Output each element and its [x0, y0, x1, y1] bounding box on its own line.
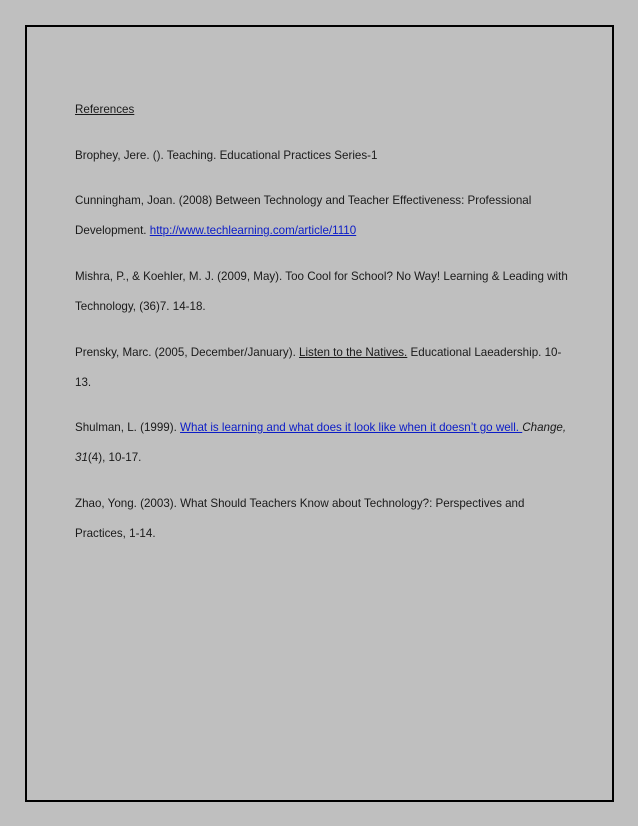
reference-prensky-suffix: Educational Laeadership. 10- [407, 346, 562, 359]
techlearning-link[interactable]: http://www.techlearning.com/article/1110 [149, 224, 357, 237]
reference-brophey: Brophey, Jere. (). Teaching. Educational Practices Series-1 [75, 149, 378, 162]
reference-cunningham-prefix: Development. [75, 224, 150, 237]
reference-prensky-prefix: Prensky, Marc. (2005, December/January). [75, 346, 300, 359]
reference-cunningham-line2 [75, 223, 356, 239]
prensky-title: Listen to the Natives. [299, 346, 408, 359]
shulman-volume: 31 [75, 451, 88, 464]
reference-zhao-line2: Practices, 1-14. [75, 527, 156, 540]
reference-mishra-line1: Mishra, P., & Koehler, M. J. (2009, May). Too Cool for School? No Way! Learning & Leading with [75, 270, 568, 283]
shulman-journal: Change, [522, 421, 567, 434]
reference-shulman-prefix: Shulman, L. (1999). [75, 421, 181, 434]
reference-prensky-line2: 13. [75, 376, 92, 389]
shulman-article-link[interactable]: What is learning and what does it look like when it doesn’t go well. [180, 421, 523, 434]
reference-cunningham-line1: Cunningham, Joan. (2008) Between Technology and Teacher Effectiveness: Professional [75, 194, 532, 207]
reference-mishra-line2: Technology, (36)7. 14-18. [75, 300, 206, 313]
references-heading: References [75, 103, 135, 116]
reference-prensky-line1 [75, 345, 561, 361]
reference-shulman-line1 [75, 420, 566, 436]
shulman-issue-pages: (4), 10-17. [87, 451, 142, 464]
reference-shulman-line2 [75, 450, 141, 466]
reference-zhao-line1: Zhao, Yong. (2003). What Should Teachers Know about Technology?: Perspectives and [75, 497, 525, 510]
page-frame [25, 25, 614, 802]
